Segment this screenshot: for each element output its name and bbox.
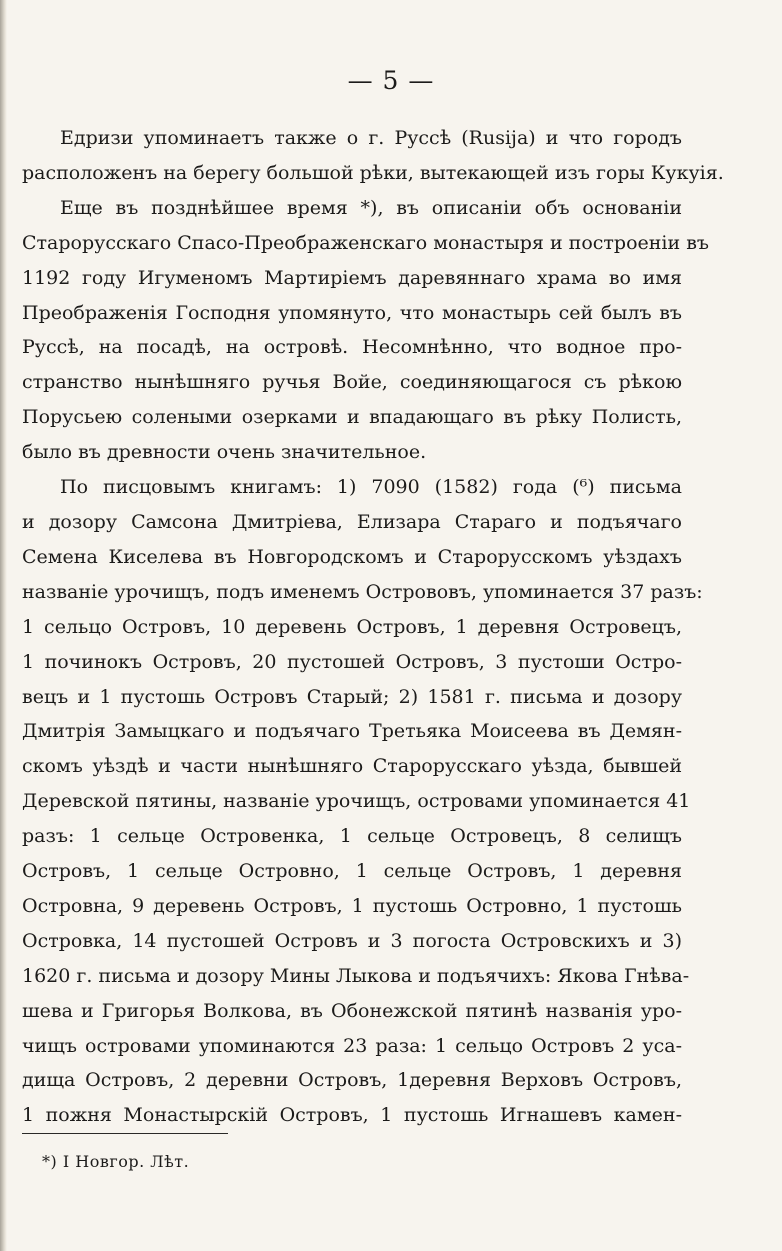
- text-line: Дмитрія Замыцкаго и подъячаго Третьяка Моисеева въ Демян-: [22, 720, 682, 743]
- text-line: Старорусскаго Спасо-Преображенскаго монастыря и построеніи въ: [22, 231, 709, 254]
- text-line: и дозору Самсона Дмитріева, Елизара Стараго и подъячаго: [22, 510, 682, 533]
- footnote-divider: [22, 1133, 228, 1134]
- text-line: Островка, 14 пустошей Островъ и 3 погоста Островскихъ и 3): [22, 929, 682, 952]
- text-line: 1620 г. письма и дозору Мины Лыкова и подъячихъ: Якова Гнѣва-: [22, 964, 690, 987]
- text-line: скомъ уѣздѣ и части нынѣшняго Старорусскаго уѣзда, бывшей: [22, 755, 682, 778]
- text-line: чищъ островами упоминаются 23 раза: 1 сельцо Островъ 2 уса-: [22, 1034, 682, 1057]
- text-line: разъ: 1 сельце Островенка, 1 сельце Островецъ, 8 селищъ: [22, 825, 682, 848]
- footnote: *) I Новгор. Лѣт.: [42, 1152, 190, 1171]
- page-edge-shadow: [0, 0, 7, 1251]
- text-line: названіе урочищъ, подъ именемъ Острововъ, упоминается 37 разъ:: [22, 580, 703, 603]
- text-line: Деревской пятины, названіе урочищъ, островами упоминается 41: [22, 790, 691, 813]
- page-number: — 5 —: [347, 66, 435, 95]
- text-line: Руссѣ, на посадѣ, на островѣ. Несомнѣнно, что водное про-: [22, 336, 682, 359]
- text-line: Едризи упоминаетъ также о г. Руссѣ (Rusija) и что городъ: [60, 127, 682, 149]
- text-line: 1 пожня Монастырскій Островъ, 1 пустошь Игнашевъ камен-: [22, 1104, 682, 1127]
- text-line: Еще въ позднѣйшее время *), въ описаніи объ основаніи: [60, 196, 682, 219]
- text-line: Островна, 9 деревень Островъ, 1 пустошь Островно, 1 пустошь: [22, 894, 682, 917]
- text-line: было въ древности очень значительное.: [22, 441, 427, 464]
- text-line: дища Островъ, 2 деревни Островъ, 1деревня Верховъ Островъ,: [22, 1069, 682, 1092]
- text-line: Семена Киселева въ Новгородскомъ и Старорусскомъ уѣздахъ: [22, 545, 682, 568]
- text-line: расположенъ на берегу большой рѣки, вытекающей изъ горы Кукуія.: [22, 161, 724, 184]
- text-line: 1192 году Игуменомъ Мартиріемъ даревяннаго храма во имя: [22, 266, 682, 289]
- body-text: [22, 121, 724, 1133]
- text-line: Островъ, 1 сельце Островно, 1 сельце Островъ, 1 деревня: [22, 860, 682, 883]
- text-line: 1 починокъ Островъ, 20 пустошей Островъ, 3 пустоши Остро-: [22, 650, 682, 673]
- text-line: странство нынѣшняго ручья Войе, соединяющагося съ рѣкою: [22, 371, 682, 394]
- text-line: вецъ и 1 пустошь Островъ Старый; 2) 1581 г. письма и дозору: [22, 685, 682, 708]
- text-line: Порусьею солеными озерками и впадающаго въ рѣку Полисть,: [22, 406, 682, 429]
- text-line: 1 сельцо Островъ, 10 деревень Островъ, 1 деревня Островецъ,: [22, 615, 682, 638]
- text-line: шева и Григорья Волкова, въ Обонежской пятинѣ названія уро-: [22, 999, 682, 1022]
- text-line: Преображенія Господня упомянуто, что монастырь сей былъ въ: [22, 301, 682, 324]
- text-line: По писцовымъ книгамъ: 1) 7090 (1582) года (⁶) письма: [60, 476, 682, 499]
